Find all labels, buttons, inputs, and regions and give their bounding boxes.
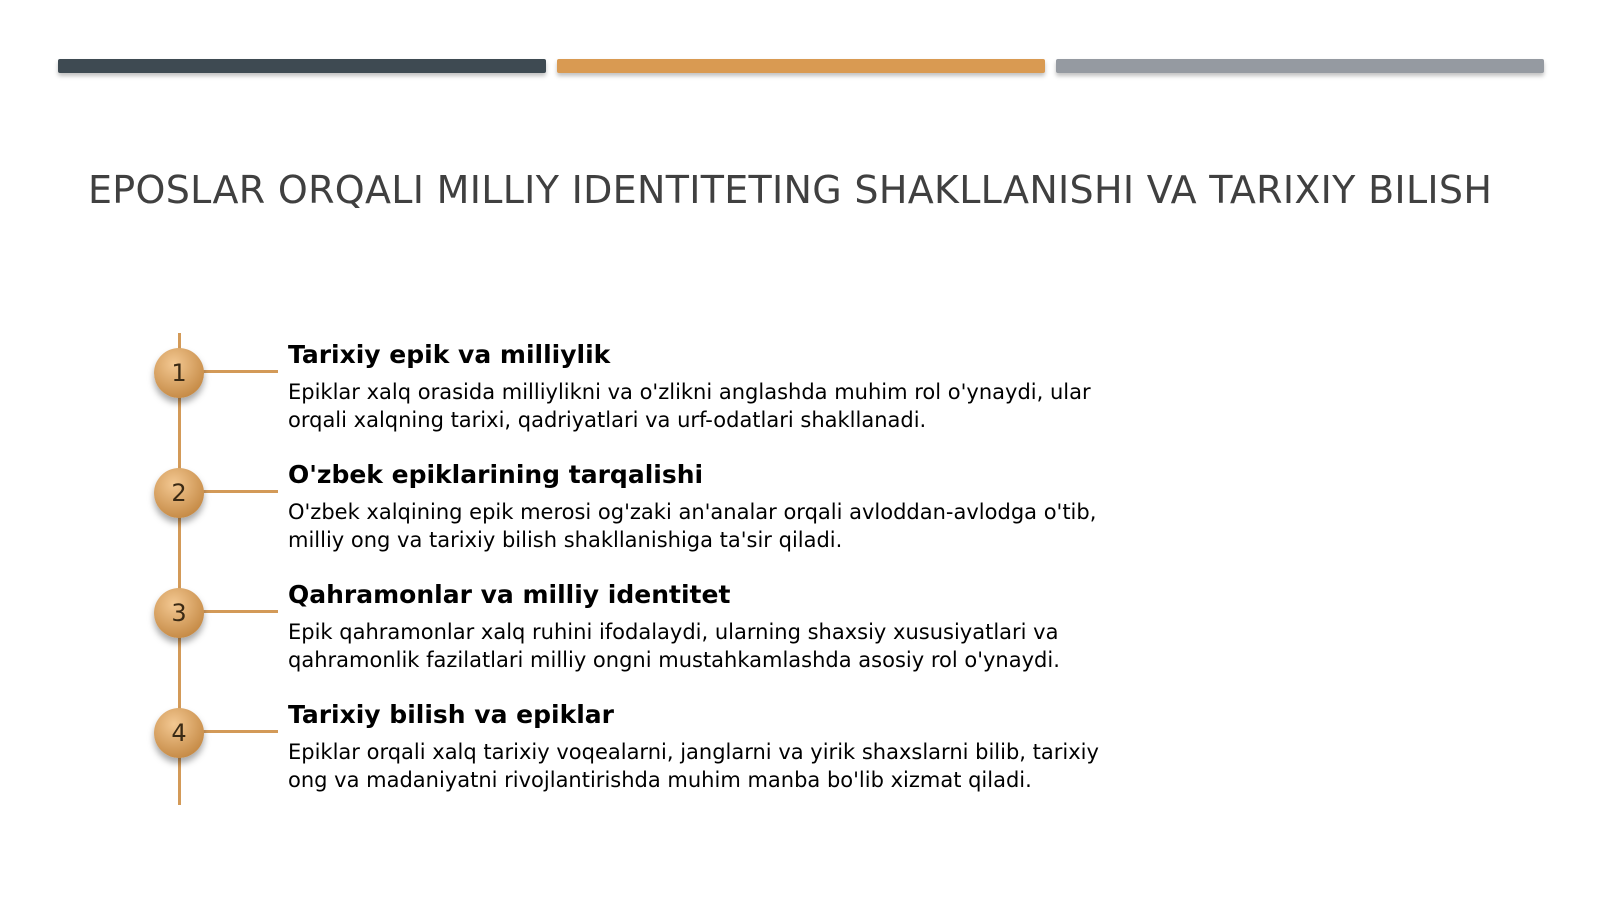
slide-title: EPOSLAR ORQALI MILLIY IDENTITETING SHAKLLANISHI VA TARIXIY BILISH [88, 168, 1493, 212]
step-number-circle: 1 [154, 348, 204, 398]
step-description: O'zbek xalqining epik merosi og'zaki an'analar orqali avloddan-avlodga o'tib, milliy ong va tarixiy bilish shakllanishiga ta'sir qiladi. [288, 500, 1097, 552]
step-number-circle: 3 [154, 588, 204, 638]
accent-bar-gold [557, 59, 1045, 73]
step-heading: O'zbek epiklarining tarqalishi [288, 460, 704, 489]
step-heading: Tarixiy epik va milliylik [288, 340, 611, 369]
step-description: Epik qahramonlar xalq ruhini ifodalaydi, ularning shaxsiy xususiyatlari va qahramonlik fazilatlari milliy ongni mustahkamlashda asosiy rol o'ynaydi. [288, 620, 1060, 672]
step-number-circle: 4 [154, 708, 204, 758]
step-description: Epiklar xalq orasida milliylikni va o'zlikni anglashda muhim rol o'ynaydi, ular orqali xalqning tarixi, qadriyatlari va urf-odatlari shakllanadi. [288, 380, 1091, 432]
step-heading: Tarixiy bilish va epiklar [288, 700, 614, 729]
accent-bar-dark [58, 59, 546, 73]
step-description: Epiklar orqali xalq tarixiy voqealarni, janglarni va yirik shaxslarni bilib, tarixiy ong va madaniyatni rivojlantirishda muhim manba bo'lib xizmat qiladi. [288, 740, 1099, 792]
step-heading: Qahramonlar va milliy identitet [288, 580, 731, 609]
step-number-circle: 2 [154, 468, 204, 518]
step-connector [200, 730, 278, 733]
step-connector [200, 370, 278, 373]
accent-bar-gray [1056, 59, 1544, 73]
step-connector [200, 610, 278, 613]
step-connector [200, 490, 278, 493]
